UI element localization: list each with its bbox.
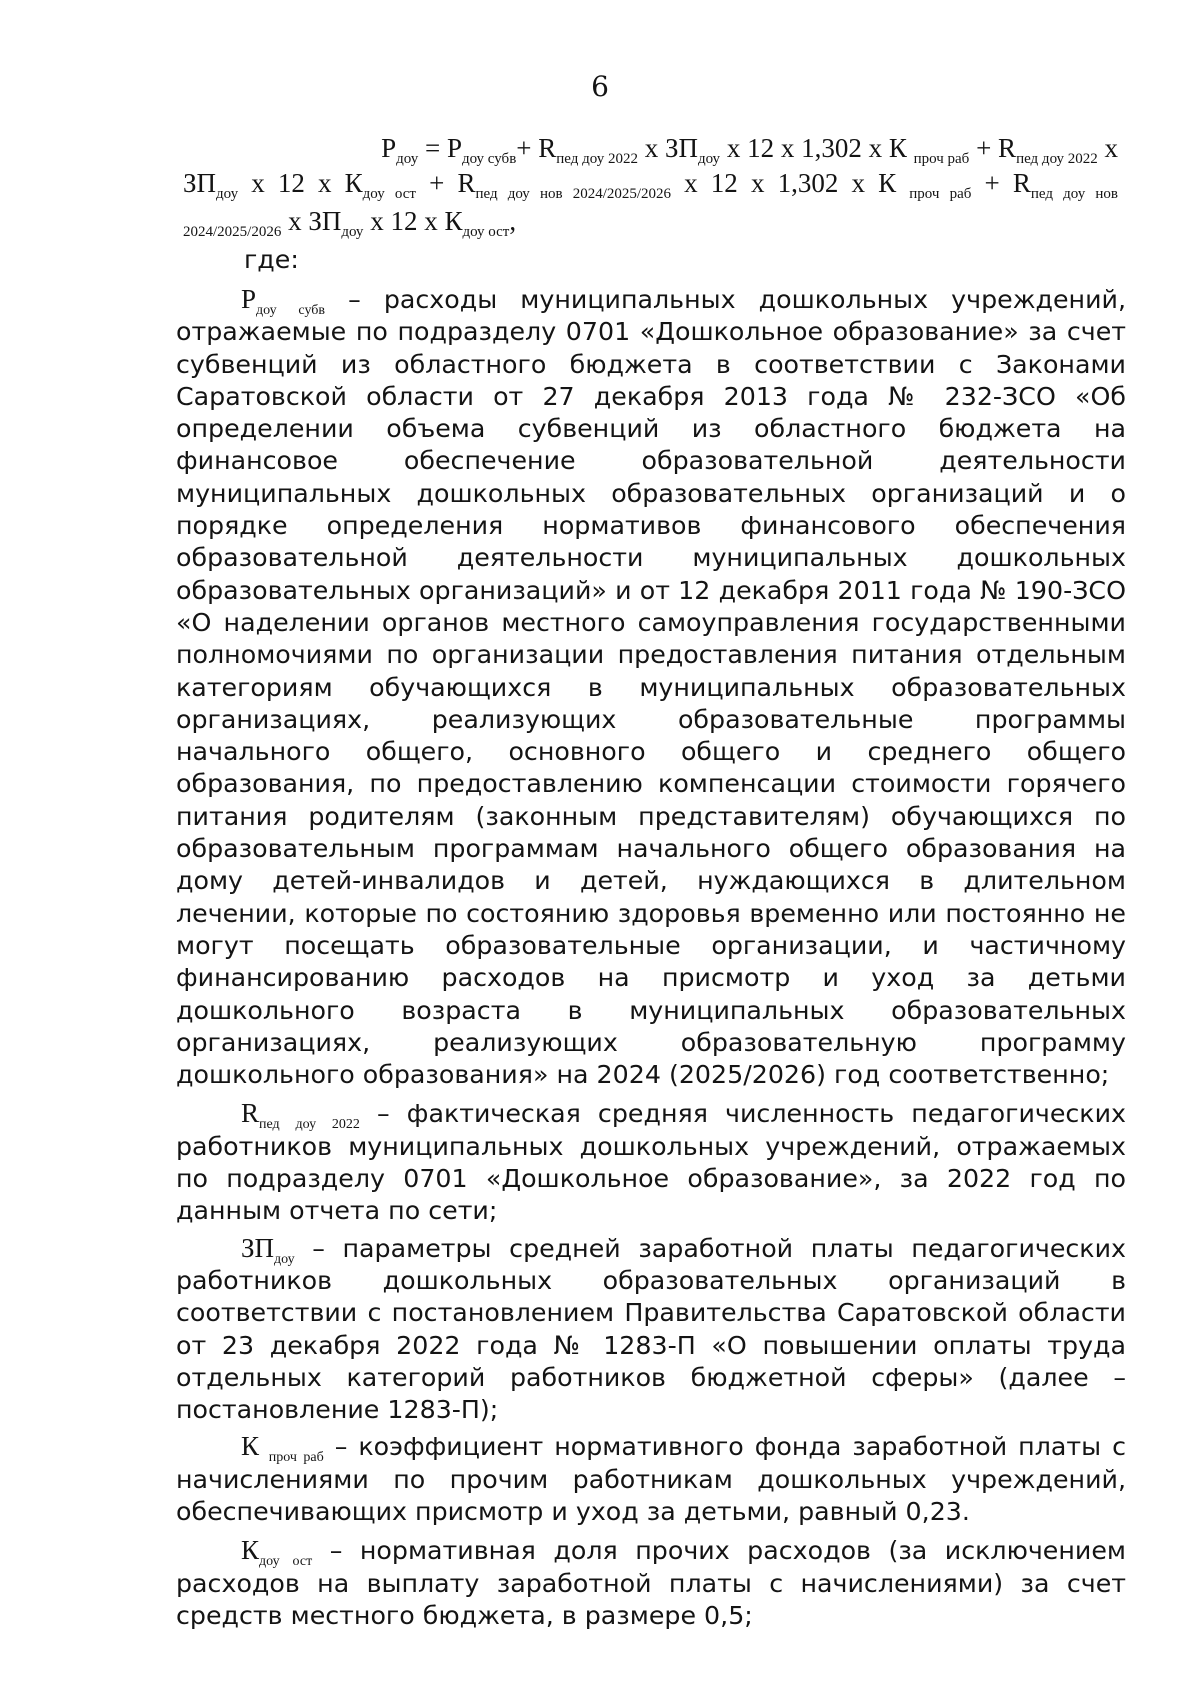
where-label: где: bbox=[244, 245, 299, 274]
page-number: 6 bbox=[591, 70, 609, 103]
definition-text: – параметры средней заработной платы педагогических работников дошкольных образовательных организаций в соответствии с постановлением Правительства Саратовской области от 23 декабря 2022 года № 1283-П «О повышении оплаты труда отдельных категорий работников бюджетной сферы» (далее – постановление 1283-П); bbox=[176, 1233, 1126, 1425]
definition-text: – нормативная доля прочих расходов (за исключением расходов на выплату заработной платы с начислениями) за счет средств местного бюджета, в размере 0,5; bbox=[176, 1536, 1126, 1630]
definition-term: К $_{проч раб}$ bbox=[241, 1431, 324, 1466]
definition-k-proch-rab bbox=[176, 1430, 1126, 1528]
definition-text: – коэффициент нормативного фонда заработной платы с начислениями по прочим работникам дошкольных учреждений, обеспечивающих присмотр и уход за детьми, равный 0,23. bbox=[176, 1432, 1127, 1526]
definition-term: $К_{доу ост}$ bbox=[241, 1535, 313, 1570]
definition-term: $R_{пед}$ $_{доу}$ $_{2022}$ bbox=[241, 1098, 360, 1133]
definition-term: $ЗП_{доу}$ bbox=[241, 1232, 295, 1267]
formula-line-2: $ЗП_{доу}$ х 12 х $К_{доу ост} + R_{пед доу нов 2024/2025/2026}$ х 12 х 1,302 х К $_{проч раб} + R_{пед доу нов}$ bbox=[183, 168, 1118, 202]
definition-r-ped bbox=[176, 1097, 1126, 1227]
definition-zp-dou bbox=[176, 1232, 1126, 1427]
definition-text: – расходы муниципальных дошкольных учреждений, отражаемые по подразделу 0701 «Дошкольное образование» за счет субвенций из областного бюджета в соответствии с Законами Саратовской области от 27 декабря 2013 года № 232-ЗСО «Об определении объема субвенций из областного бюджета на финансовое обеспечение образовательной деятельности муниципальных дошкольных образовательных организаций и о порядке определения нормативов финансового обеспечения образовательной деятельности муниципальных дошкольных образовательных организаций» и от 12 декабря 2011 года № 190-ЗСО «О наделении органов местного самоуправления государственными полномочиями по организации предоставления питания отдельным категориям обучающихся в муниципальных образовательных организациях, реализующих образовательные программы начального общего, основного общего и среднего общего образования, по предоставлению компенсации стоимости горячего питания родителям (законным представителям) обучающихся по образовательным программам начального общего образования на дому детей-инвалидов и детей, нуждающихся в длительном лечении, которые по состоянию здоровья временно или постоянно не могут посещать образовательные организации, и частичному финансированию расходов на присмотр и уход за детьми дошкольного возраста в муниципальных образовательных организациях, реализующих образовательную программу дошкольного образования» на 2024 (2025/2026) год соответственно; bbox=[176, 285, 1127, 1090]
definition-list bbox=[176, 283, 1126, 1632]
formula-line-1: $P_{доу} = P_{доу субв}+ R_{пед доу 2022}$ х $ЗП_{доу}$ х 12 х 1,302 х К $_{проч раб} + R_{пед доу 2022}$ х bbox=[381, 133, 1118, 167]
definition-k-dou-ost bbox=[176, 1534, 1126, 1632]
definition-text: – фактическая средняя численность педагогических работников муниципальных дошкольных учреждений, отражаемых по подразделу 0701 «Дошкольное образование», за 2022 год по данным отчета по сети; bbox=[176, 1099, 1126, 1226]
definition-term: $Р_{доу}$ $_{субв}$ bbox=[241, 284, 325, 318]
formula-line-3: $_{2024/2025/2026}$ х $ЗП_{доу}$ х 12 х $К_{доу ост}$, bbox=[183, 206, 517, 240]
definition-p-dou-subv bbox=[176, 283, 1126, 1091]
